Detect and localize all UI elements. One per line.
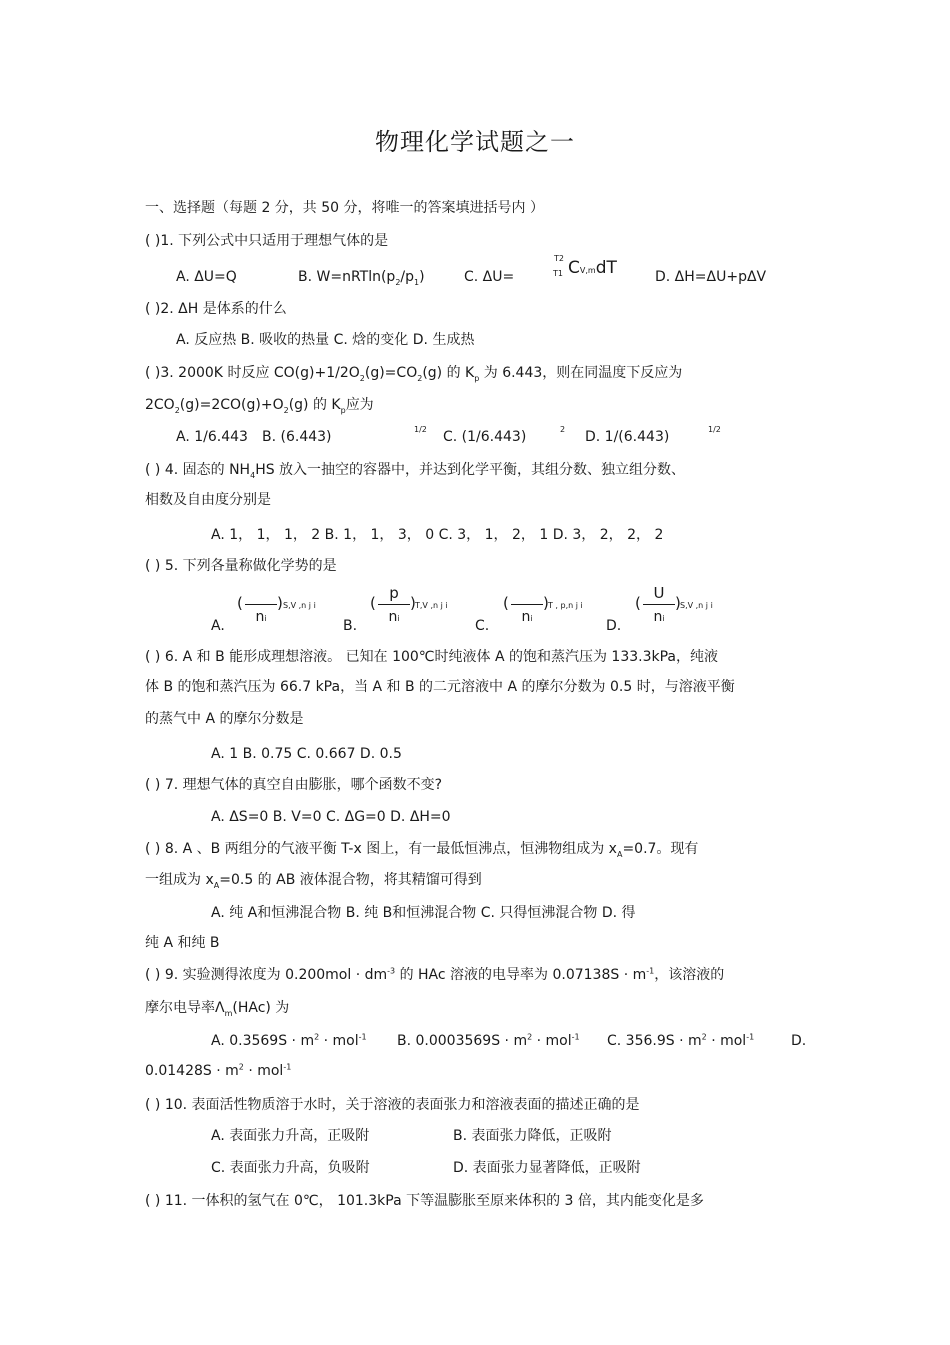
q8-stem-line2: 一组成为 $x_A=0.5$ 的 AB 液体混合物，将其精馏可得到 (145, 872, 482, 890)
q8-options-continued: 纯 A 和纯 B (145, 935, 220, 951)
q10-option-a: A. 表面张力升高，正吸附 (211, 1128, 370, 1144)
q5-d-paren-open: ( (635, 594, 641, 612)
q3-option-c-exponent: 2 (560, 425, 566, 434)
q5-a-paren-open: ( (237, 594, 243, 612)
q6-stem-line2: 体 B 的饱和蒸汽压为 66.7 kPa，当 A 和 B 的二元溶液中 A 的摩尔分数为 0.5 时，与溶液平衡 (145, 679, 735, 695)
q7-options: A. ΔS=0 B. V=0 C. ΔG=0 D. ΔH=0 (211, 809, 451, 825)
section-heading: 一、选择题（每题 2 分，共 50 分，将唯一的答案填进括号内 ） (145, 200, 544, 216)
q5-option-b-label: B. (343, 618, 358, 634)
q6-options: A. 1 B. 0.75 C. 0.667 D. 0.5 (211, 746, 402, 762)
q5-option-c-label: C. (475, 618, 490, 634)
q1-stem: ( )1. 下列公式中只适用于理想气体的是 (145, 233, 389, 249)
q3-stem-line2: $2CO_2(g)=2CO(g)+O_2(g)$ 的 $K_p$应为 (145, 397, 374, 415)
q9-option-d: $0.01428S \cdot m^2 \cdot mol^{-1}$ (145, 1062, 292, 1079)
q5-stem: ( ) 5. 下列各量称做化学势的是 (145, 558, 337, 574)
q5-c-denominator: ni (521, 609, 533, 625)
q6-stem-line1: ( ) 6. A 和 B 能形成理想溶液。 已知在 100℃时纯液体 A 的饱和蒸汽压为 133.3kPa，纯液 (145, 649, 719, 665)
q10-stem: ( ) 10. 表面活性物质溶于水时，关于溶液的表面张力和溶液表面的描述正确的是 (145, 1097, 640, 1113)
q5-c-paren-open: ( (503, 594, 509, 612)
q1-integral-lower: T1 (553, 269, 563, 278)
q5-b-subscript: T,V ,n j i (415, 601, 448, 610)
q1-option-d: D. ΔH=ΔU+pΔV (655, 269, 767, 285)
q3-option-b: B. (6.443) (262, 429, 332, 445)
q3-stem-line1: ( )3. 2000K 时反应 $CO(g)+1/2O_2(g)=CO_2(g)$ 的 $K_p$ 为 6.443，则在同温度下反应为 (145, 365, 683, 383)
q5-c-paren-close: ) (543, 594, 549, 612)
q3-option-d: D. 1/(6.443) (585, 429, 670, 445)
q5-a-subscript: S,V ,n j i (283, 601, 316, 610)
q5-b-fraction-bar (378, 604, 410, 605)
q5-c-subscript: T , p,n j i (548, 601, 583, 610)
q1-option-a: A. ΔU=Q (176, 269, 237, 285)
q2-stem: ( )2. ΔH 是体系的什么 (145, 301, 287, 317)
q9-option-a: A. $0.3569S \cdot m^2 \cdot mol^{-1}$ (211, 1032, 367, 1049)
q5-a-paren-close: ) (277, 594, 283, 612)
q9-option-c: C. $356.9S \cdot m^2 \cdot mol^{-1}$ (607, 1032, 755, 1049)
q5-b-paren-open: ( (370, 594, 376, 612)
q4-stem-line1: ( ) 4. 固态的 $NH_4HS$ 放入一抽空的容器中，并达到化学平衡，其组分数、独立组分数、 (145, 462, 686, 480)
q5-b-paren-close: ) (410, 594, 416, 612)
q5-b-denominator: ni (388, 609, 400, 625)
page-title: 物理化学试题之一 (375, 128, 575, 156)
q11-stem: ( ) 11. 一体积的氢气在 0℃， 101.3kPa 下等温膨胀至原来体积的 3 倍，其内能变化是多 (145, 1193, 704, 1209)
q5-option-a-label: A. (211, 618, 225, 634)
q1-option-b: B. $W=nRTln(p_2/p_1)$ (298, 269, 425, 287)
q10-option-b: B. 表面张力降低，正吸附 (453, 1128, 612, 1144)
q9-stem-line1: ( ) 9. 实验测得浓度为 $0.200mol \cdot dm^{-3}$ 的 HAc 溶液的电导率为 $0.07138S \cdot m^{-1}$，该溶液的 (145, 966, 725, 983)
q1-integrand: CV,mdT (568, 258, 617, 278)
q5-option-d-label: D. (606, 618, 622, 634)
q2-options: A. 反应热 B. 吸收的热量 C. 焓的变化 D. 生成热 (176, 332, 475, 348)
q10-option-d: D. 表面张力显著降低，正吸附 (453, 1160, 641, 1176)
q6-stem-line3: 的蒸气中 A 的摩尔分数是 (145, 711, 304, 727)
q10-option-c: C. 表面张力升高，负吸附 (211, 1160, 370, 1176)
q5-d-fraction-bar (643, 604, 675, 605)
q3-option-a: A. 1/6.443 (176, 429, 248, 445)
q9-stem-line2: 摩尔电导率$\Lambda_m(HAc)$ 为 (145, 1000, 290, 1018)
q1-integral-upper: T2 (554, 254, 564, 263)
q5-d-paren-close: ) (675, 594, 681, 612)
q1-option-c: C. ΔU= (464, 269, 515, 285)
q8-options: A. 纯 A和恒沸混合物 B. 纯 B和恒沸混合物 C. 只得恒沸混合物 D. 得 (211, 905, 636, 921)
q5-d-subscript: S,V ,n j i (680, 601, 713, 610)
q4-stem-line2: 相数及自由度分别是 (145, 492, 271, 508)
q3-option-b-exponent: 1/2 (414, 425, 427, 434)
q5-a-fraction-bar (245, 604, 277, 605)
q9-option-d-label: D. (791, 1033, 807, 1049)
q5-a-denominator: ni (255, 609, 267, 625)
q9-option-b: B. $0.0003569S \cdot m^2 \cdot mol^{-1}$ (397, 1032, 580, 1049)
q3-option-d-exponent: 1/2 (708, 425, 721, 434)
q7-stem: ( ) 7. 理想气体的真空自由膨胀，哪个函数不变? (145, 777, 443, 793)
q3-option-c: C. (1/6.443) (443, 429, 527, 445)
q4-options: A. 1， 1， 1， 2 B. 1， 1， 3， 0 C. 3， 1， 2， 1 D. 3， 2， 2， 2 (211, 527, 664, 543)
q5-c-fraction-bar (511, 604, 543, 605)
q8-stem-line1: ( ) 8. A 、B 两组分的气液平衡 T-x 图上，有一最低恒沸点，恒沸物组成为 $x_A=0.7$。现有 (145, 841, 699, 859)
q5-d-numerator: U (653, 584, 665, 602)
q5-b-numerator: p (389, 584, 399, 602)
q5-d-denominator: ni (653, 609, 665, 625)
